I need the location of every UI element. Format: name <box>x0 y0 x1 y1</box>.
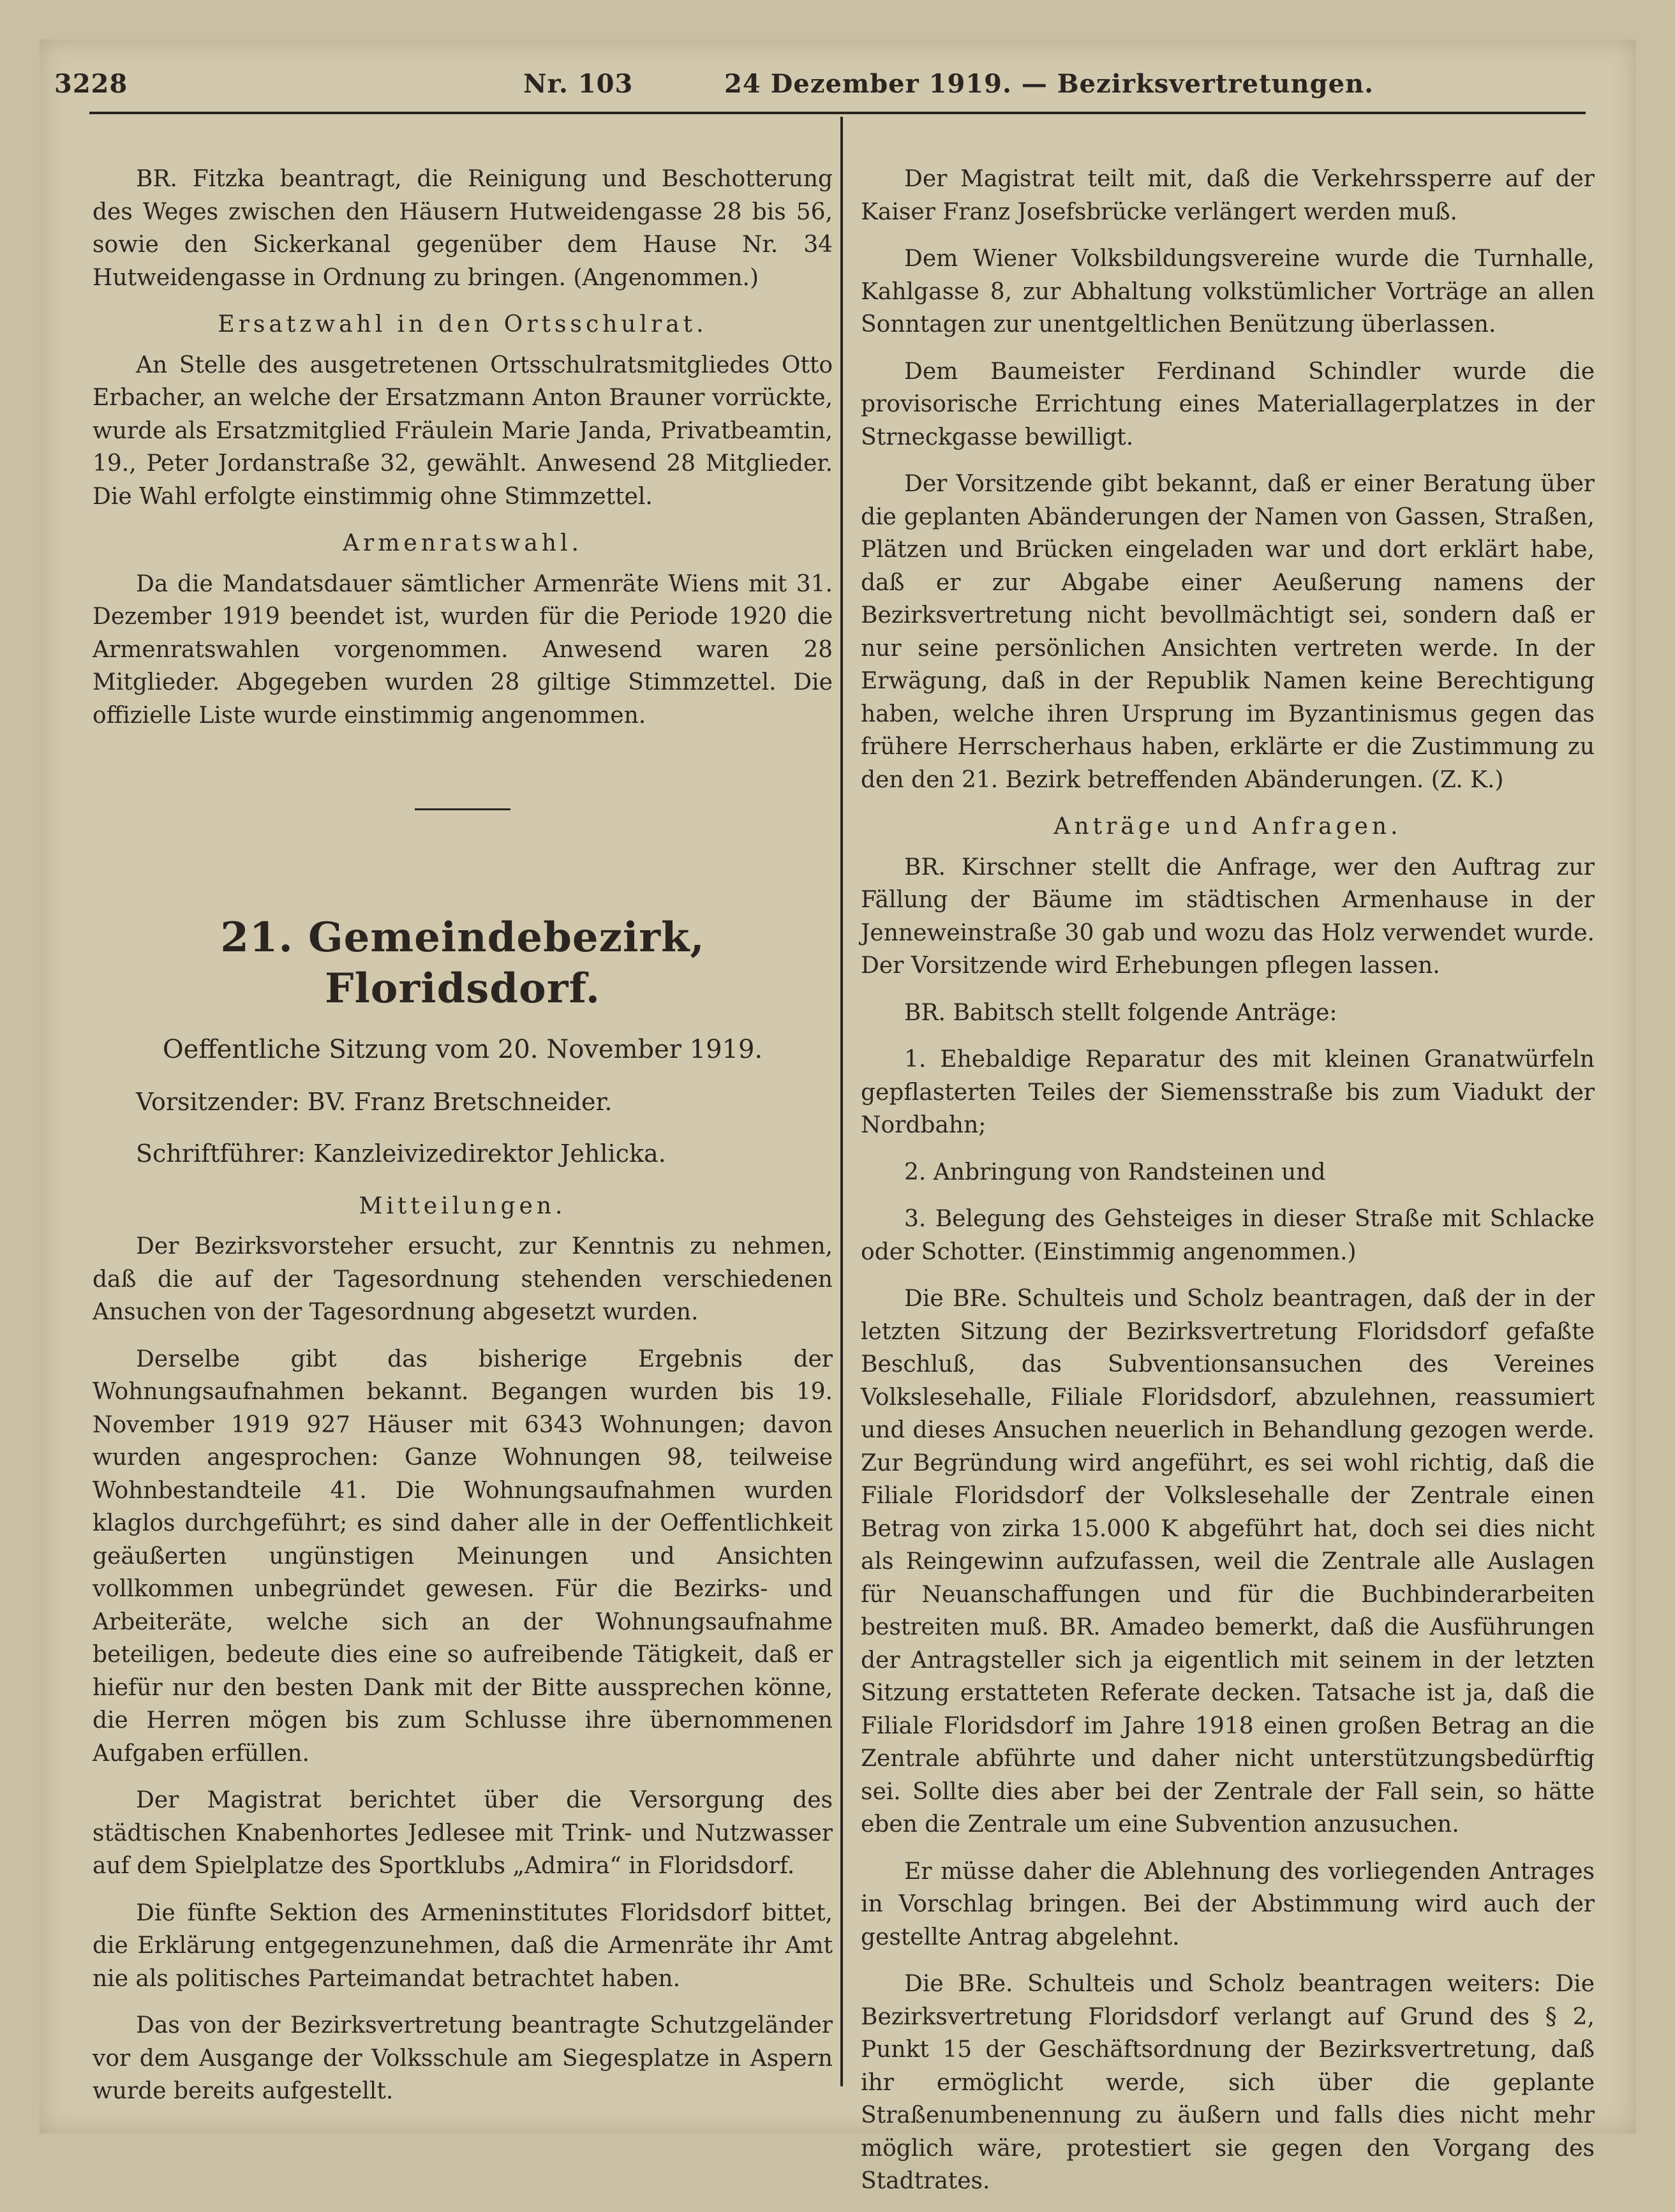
section-heading: Ersatzwahl in den Ortsschulrat. <box>218 311 708 338</box>
paragraph: Die fünfte Sektion des Armeninstitutes Floridsdorf bittet, die Erklärung entgegenzunehmen, daß die Armenräte ihr Amt nie als politisches Parteimandat betrachtet haben. <box>93 1899 833 1992</box>
date-section: 24 Dezember 1919. — Bezirksvertretungen. <box>724 69 1374 99</box>
paragraph: Die BRe. Schulteis und Scholz beantragen, daß der in der letzten Sitzung der Bezirksvertretung Floridsdorf gefaßte Beschluß, das Subventionsansuchen des Vereines Volkslesehalle, Filiale Floridsdorf, abzulehnen, reassumiert und dieses Ansuchen neuerlich in Behandlung gezogen werde. Zur Begründung wird angeführt, es sei wohl richtig, daß die Filiale Floridsdorf der Volkslesehalle der Zentrale einen Betrag von zirka 15.000 K abgeführt hat, doch sei dies nicht als Reingewinn aufzufassen, weil die Zentrale alle Auslagen für Neuanschaffungen und für die Buchbinderarbeiten bestreiten muß. BR. Amadeo bemerkt, daß die Ausführungen der Antragsteller sich ja eigentlich mit seinem in der letzten Sitzung erstatteten Referate decken. Tatsache ist ja, daß die Filiale Floridsdorf im Jahre 1918 einen großen Betrag an die Zentrale abführte und daher nicht unterstützungsbedürftig sei. Sollte dies aber bei der Zentrale der Fall sein, so hätte eben die Zentrale um eine Subvention anzusuchen. <box>861 1286 1595 1837</box>
paragraph: BR. Babitsch stellt folgende Anträge: <box>904 999 1337 1026</box>
paragraph: Der Bezirksvorsteher ersucht, zur Kenntnis zu nehmen, daß die auf der Tagesordnung stehenden verschiedenen Ansuchen von der Tagesordnung abgesetzt wurden. <box>93 1233 833 1325</box>
paragraph: Der Magistrat berichtet über die Versorgung des städtischen Knabenhortes Jedlesee mit Trink- und Nutzwasser auf dem Spielplatze des Sportklubs „Admira“ in Floridsdorf. <box>93 1787 833 1879</box>
list-item: 2. Anbringung von Randsteinen und <box>904 1159 1326 1185</box>
list-item: 3. Belegung des Gehsteiges in dieser Straße mit Schlacke oder Schotter. (Einstimmig angenommen.) <box>861 1206 1595 1265</box>
session-date: Oeffentliche Sitzung vom 20. November 1919. <box>162 1035 763 1064</box>
paragraph: BR. Fitzka beantragt, die Reinigung und Beschotterung des Weges zwischen den Häusern Hutweidengasse 28 bis 56, sowie den Sickerkanal gegenüber dem Hause Nr. 34 Hutweidengasse in Ordnung zu bringen. (Angenommen.) <box>93 166 833 291</box>
paragraph: Dem Wiener Volksbildungsvereine wurde die Turnhalle, Kahlgasse 8, zur Abhaltung volkstümlicher Vorträge an allen Sonntagen zur unentgeltlichen Benützung überlassen. <box>861 246 1595 338</box>
column-divider <box>840 117 843 2086</box>
paragraph: Er müsse daher die Ablehnung des vorliegenden Antrages in Vorschlag bringen. Bei der Abstimmung wird auch der gestellte Antrag abgelehnt. <box>861 1858 1595 1950</box>
paragraph: An Stelle des ausgetretenen Ortsschulratsmitgliedes Otto Erbacher, an welche der Ersatzmann Anton Brauner vorrückte, wurde als Ersatzmitglied Fräulein Marie Janda, Privatbeamtin, 19., Peter Jordanstraße 32, gewählt. Anwesend 28 Mitglieder. Die Wahl erfolgte einstimmig ohne Stimmzettel. <box>93 352 833 510</box>
section-heading: Anträge und Anfragen. <box>1053 813 1402 840</box>
page-number: 3228 <box>54 69 128 99</box>
paragraph: Der Vorsitzende gibt bekannt, daß er einer Beratung über die geplanten Abänderungen der Namen von Gassen, Straßen, Plätzen und Brücken eingeladen war und dort erklärt habe, daß er zur Abgabe einer Aeußerung namens der Bezirksvertretung nicht bevollmächtigt sei, sondern daß er nur seine persönlichen Ansichten vertreten werde. In der Erwägung, daß in der Republik Namen keine Berechtigung haben, welche ihren Ursprung im Byzantinismus gegen das frühere Herrscherhaus haben, erklärte er die Zustimmung zu den den 21. Bezirk betreffenden Abänderungen. (Z. K.) <box>861 471 1595 793</box>
section-heading: Mitteilungen. <box>359 1192 567 1219</box>
issue-number: Nr. 103 <box>523 69 634 99</box>
paragraph: Die BRe. Schulteis und Scholz beantragen weiters: Die Bezirksvertretung Floridsdorf verlangt auf Grund des § 2, Punkt 15 der Geschäftsordnung der Bezirksvertretung, daß ihr ermöglicht werde, sich über die geplante Straßenumbenennung zu äußern und falls dies nicht mehr möglich wäre, protestiert sie gegen den Vorgang des Stadtrates. <box>861 1971 1595 2194</box>
page-header <box>54 56 1541 107</box>
paragraph: Dem Baumeister Ferdinand Schindler wurde die provisorische Errichtung eines Materiallagerplatzes in der Strneckgasse bewilligt. <box>861 358 1595 450</box>
left-column <box>93 163 833 2122</box>
paragraph: Der Magistrat teilt mit, daß die Verkehrssperre auf der Kaiser Franz Josefsbrücke verlängert werden muß. <box>861 166 1595 225</box>
section-heading: Armenratswahl. <box>343 530 583 556</box>
paragraph: Das von der Bezirksvertretung beantragte Schutzgeländer vor dem Ausgange der Volksschule am Siegesplatze in Aspern wurde bereits aufgestellt. <box>93 2012 833 2104</box>
header-rule <box>89 112 1586 114</box>
paragraph: Derselbe gibt das bisherige Ergebnis der Wohnungsaufnahmen bekannt. Begangen wurden bis 19. November 1919 927 Häuser mit 6343 Wohnungen; davon wurden angesprochen: Ganze Wohnungen 98, teilweise Wohnbestandteile 41. Die Wohnungsaufnahmen wurden klaglos durchgeführt; es sind daher alle in der Oeffentlichkeit geäußerten ungünstigen Meinungen und Ansichten vollkommen unbegründet gewesen. Für die Bezirks- und Arbeiteräte, welche sich an der Wohnungsaufnahme beteiligen, bedeute dies eine so aufreibende Tätigkeit, daß er hiefür nur den besten Dank mit der Bitte aussprechen könne, die Herren mögen bis zum Schlusse ihre übernommenen Aufgaben erfüllen. <box>93 1346 833 1767</box>
paragraph: BR. Kirschner stellt die Anfrage, wer den Auftrag zur Fällung der Bäume im städtischen Armenhause in der Jenneweinstraße 30 gab und wozu das Holz verwendet wurde. Der Vorsitzende wird Erhebungen pflegen lassen. <box>861 854 1595 979</box>
right-column <box>861 163 1595 2212</box>
chairman: Vorsitzender: BV. Franz Bretschneider. <box>136 1087 613 1116</box>
paragraph: Da die Mandatsdauer sämtlicher Armenräte Wiens mit 31. Dezember 1919 beendet ist, wurden für die Periode 1920 die Armenratswahlen vorgenommen. Anwesend waren 28 Mitglieder. Abgegeben wurden 28 giltige Stimmzettel. Die offizielle Liste wurde einstimmig angenommen. <box>93 570 833 729</box>
district-title: 21. Gemeindebezirk, Floridsdorf. <box>220 914 705 1013</box>
secretary: Schriftführer: Kanzleivizedirektor Jehlicka. <box>136 1139 666 1168</box>
section-divider <box>415 808 510 810</box>
list-item: 1. Ehebaldige Reparatur des mit kleinen Granatwürfeln gepflasterten Teiles der Siemensstraße bis zum Viadukt der Nordbahn; <box>861 1046 1595 1138</box>
